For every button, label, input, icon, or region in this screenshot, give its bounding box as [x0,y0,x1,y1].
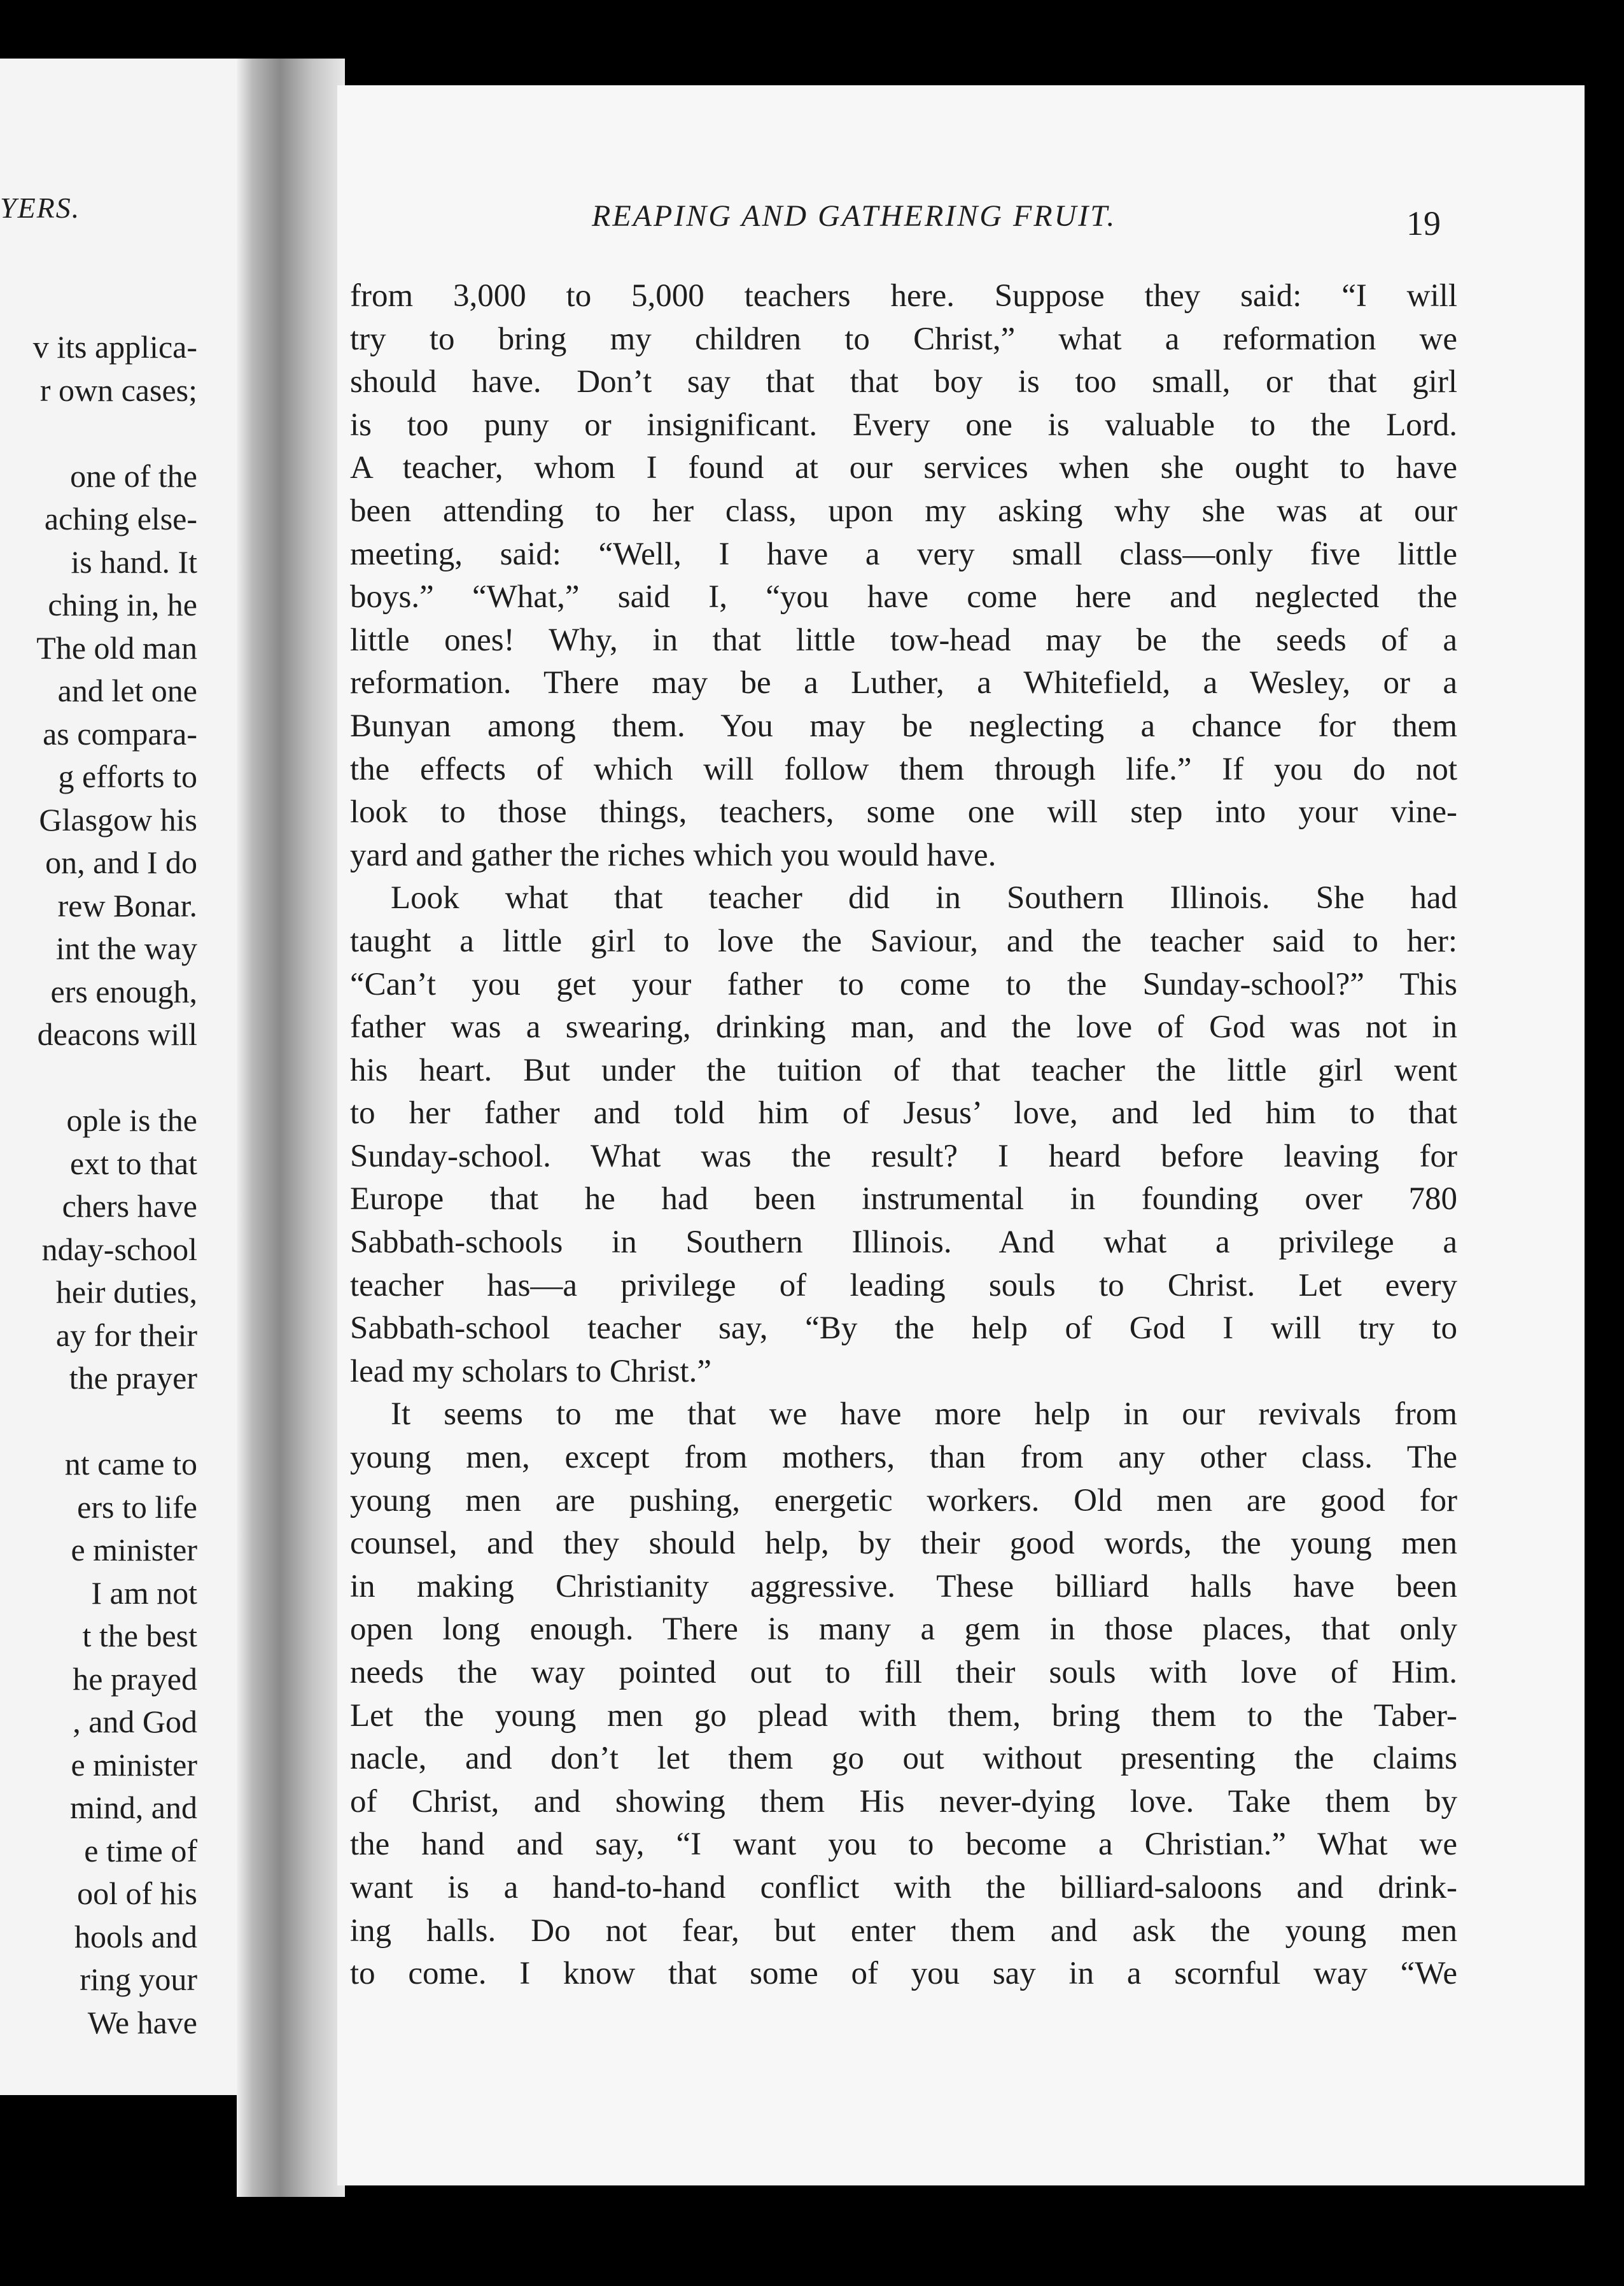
facing-page-line: e minister [71,1532,197,1567]
text-line: open long enough. There is many a gem in those places, that only [350,1611,1457,1648]
facing-page-line: Glasgow his [39,801,197,838]
text-line: to her father and told him of Jesus’ love, and led him to that [350,1095,1457,1132]
facing-page-line: and let one [57,673,197,708]
text-line: teacher has—a privilege of leading souls to Christ. Let every [350,1267,1457,1303]
facing-page-line: t the best [82,1618,197,1653]
facing-page-line: g efforts to [58,759,197,794]
facing-page-line: ers to life [77,1489,197,1525]
facing-page-line: hools and [74,1918,197,1954]
facing-page-line: as compara- [43,715,197,752]
facing-page-line: nday-school [41,1231,197,1267]
running-head: REAPING AND GATHERING FRUIT. [592,199,1117,233]
text-line: little ones! Why, in that little tow-head may be the seeds of a [350,622,1457,658]
text-line: his heart. But under the tuition of that teacher the little girl went [350,1052,1457,1088]
text-line: try to bring my children to Christ,” what a reformation we [350,321,1457,357]
facing-page-line: is hand. It [71,543,197,580]
text-line: ing halls. Do not fear, but enter them and ask the young men [350,1912,1457,1949]
text-line: Sabbath-schools in Southern Illinois. And what a privilege a [350,1224,1457,1261]
facing-page-line [0,1400,197,1443]
facing-page-line [0,412,197,455]
text-line: It seems to me that we have more help in our revivals from [391,1396,1457,1433]
text-line: Look what that teacher did in Southern Illinois. She had [391,880,1457,916]
text-line: nacle, and don’t let them go out without presenting the claims [350,1741,1457,1777]
facing-page-fragment [0,59,267,2095]
facing-page-line: chers have [62,1188,197,1224]
facing-page-line: ers enough, [50,973,197,1009]
text-line: Europe that he had been instrumental in founding over 780 [350,1181,1457,1217]
text-line: Sunday-school. What was the result? I heard before leaving for [350,1138,1457,1174]
facing-page-line: rew Bonar. [57,887,197,923]
text-line: young men are pushing, energetic workers. Old men are good for [350,1482,1457,1518]
facing-page-line: r own cases; [39,372,197,408]
text-line: to come. I know that some of you say in a scornful way “We [350,1956,1457,1992]
text-line: want is a hand-to-hand conflict with the billiard-saloons and drink- [350,1869,1457,1905]
facing-page-line [0,1056,197,1100]
text-line: Sabbath-school teacher say, “By the help of God I will try to [350,1310,1457,1347]
facing-page-line: deacons will [37,1016,197,1052]
facing-page-line: , and God [73,1704,197,1739]
text-line: is too puny or insignificant. Every one is valuable to the Lord. [350,407,1457,443]
text-line: from 3,000 to 5,000 teachers here. Suppose they said: “I will [350,278,1457,314]
text-line: young men, except from mothers, than from any other class. The [350,1440,1457,1476]
text-line: father was a swearing, drinking man, and the love of God was not in [350,1009,1457,1046]
facing-page-line: the prayer [69,1360,197,1396]
facing-page-line: ay for their [55,1317,197,1353]
text-line: needs the way pointed out to fill their souls with love of Him. [350,1655,1457,1690]
facing-page-line: e time of [84,1832,197,1869]
text-line: Let the young men go plead with them, bring them to the Taber- [350,1697,1457,1734]
page-number: 19 [1406,204,1441,242]
text-line: taught a little girl to love the Saviour, and the teacher said to her: [350,923,1457,959]
book-page [337,85,1585,2185]
text-line: boys.” “What,” said I, “you have come here and neglected the [350,579,1457,615]
text-line: Bunyan among them. You may be neglecting a chance for them [350,708,1457,744]
text-line: been attending to her class, upon my asking why she was at our [350,493,1457,529]
text-line: should have. Don’t say that that boy is too small, or that girl [350,364,1457,400]
facing-page-running-head: YERS. [0,192,81,224]
facing-page-line: ext to that [70,1145,197,1181]
facing-page-line: he prayed [73,1660,197,1697]
book-gutter-shadow [237,59,345,2197]
text-line: counsel, and they should help, by their good words, the young men [350,1525,1457,1562]
text-line: “Can’t you get your father to come to the Sunday-school?” This [350,966,1457,1002]
text-line: meeting, said: “Well, I have a very small class—only five little [350,536,1457,572]
facing-page-line: v its applica- [32,329,197,365]
facing-page-line: ring your [80,1961,197,1997]
facing-page-line: I am not [91,1574,197,1611]
facing-page-line: int the way [55,930,197,966]
text-line: of Christ, and showing them His never-dying love. Take them by [350,1783,1457,1820]
facing-page-line: mind, and [70,1790,197,1825]
text-line: in making Christianity aggressive. These billiard halls have been [350,1568,1457,1604]
facing-page-line: heir duties, [55,1274,197,1310]
facing-page-line: ool of his [77,1876,197,1911]
text-line: the hand and say, “I want you to become a Christian.” What we [350,1827,1457,1863]
facing-page-line: nt came to [64,1446,197,1482]
facing-page-line: aching else- [44,501,197,536]
text-line: reformation. There may be a Luther, a Whitefield, a Wesley, or a [350,665,1457,701]
text-line: look to those things, teachers, some one will step into your vine- [350,794,1457,831]
page-body-text [350,275,1457,1996]
facing-page-line: ople is the [66,1102,197,1138]
facing-page-text [0,326,197,2044]
text-line: A teacher, whom I found at our services when she ought to have [350,450,1457,486]
facing-page-line: ching in, he [48,587,197,622]
text-line: yard and gather the riches which you would have. [350,837,997,873]
facing-page-line: The old man [36,629,197,666]
facing-page-line: We have [87,2004,197,2040]
facing-page-line: e minister [71,1746,197,1783]
text-line: lead my scholars to Christ.” [350,1353,711,1389]
facing-page-line: on, and I do [45,845,197,880]
facing-page-line: one of the [70,458,197,494]
text-line: the effects of which will follow them through life.” If you do not [350,751,1457,787]
